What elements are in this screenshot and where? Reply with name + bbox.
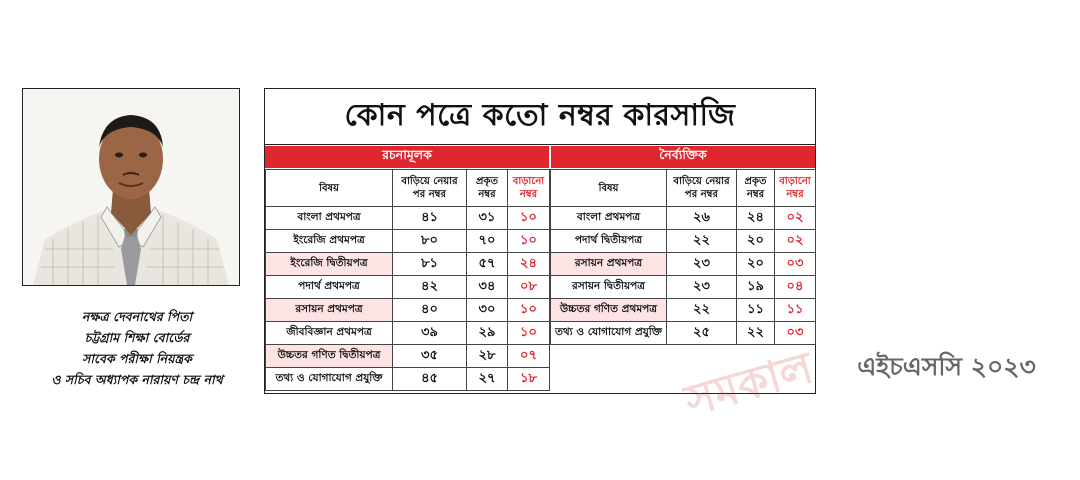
table-row: ইংরেজি প্রথমপত্র ৮০ ৭০ ১০ xyxy=(266,230,550,253)
table-row: উচ্চতর গণিত প্রথমপত্র ২২ ১১ ১১ xyxy=(551,299,816,322)
col-increase: বাড়ানো নম্বর xyxy=(775,170,816,207)
table-row: পদার্থ প্রথমপত্র ৪২ ৩৪ ০৮ xyxy=(266,276,550,299)
col-increase: বাড়ানো নম্বর xyxy=(508,170,550,207)
exam-year-label: এইচএসসি ২০২৩ xyxy=(857,351,1036,381)
portrait-photo xyxy=(22,88,240,286)
table-row: উচ্চতর গণিত দ্বিতীয়পত্র ৩৫ ২৮ ০৭ xyxy=(266,345,550,368)
col-actual: প্রকৃত নম্বর xyxy=(737,170,775,207)
table-row: তথ্য ও যোগাযোগ প্রযুক্তি ২৫ ২২ ০৩ xyxy=(551,322,816,345)
table-row: রসায়ন দ্বিতীয়পত্র ২৩ ১৯ ০৪ xyxy=(551,276,816,299)
col-after: বাড়িয়ে নেয়ার পর নম্বর xyxy=(393,170,467,207)
table-header-row xyxy=(266,170,550,207)
table-row: বাংলা প্রথমপত্র ৪১ ৩১ ১০ xyxy=(266,207,550,230)
col-after: বাড়িয়ে নেয়ার পর নম্বর xyxy=(667,170,737,207)
caption-line: সাবেক পরীক্ষা নিয়ন্ত্রক xyxy=(82,351,192,366)
caption-line: ও সচিব অধ্যাপক নারায়ণ চন্দ্র নাথ xyxy=(51,372,223,387)
caption-line: চট্টগ্রাম শিক্ষা বোর্ডের xyxy=(84,330,190,345)
col-subject: বিষয় xyxy=(551,170,667,207)
section-header-written: রচনামূলক xyxy=(265,146,549,168)
photo-caption xyxy=(22,306,252,390)
table-header-row xyxy=(551,170,816,207)
table-row: তথ্য ও যোগাযোগ প্রযুক্তি ৪৫ ২৭ ১৮ xyxy=(266,368,550,391)
caption-line: নক্ষত্র দেবনাথের পিতা xyxy=(81,309,193,324)
newspaper-watermark: সমকাল xyxy=(679,342,819,428)
person-image xyxy=(23,89,239,285)
mcq-table xyxy=(550,169,816,345)
table-row: পদার্থ দ্বিতীয়পত্র ২২ ২০ ০২ xyxy=(551,230,816,253)
table-row: বাংলা প্রথমপত্র ২৬ ২৪ ০২ xyxy=(551,207,816,230)
written-table xyxy=(265,169,550,391)
table-row: ইংরেজি দ্বিতীয়পত্র ৮১ ৫৭ ২৪ xyxy=(266,253,550,276)
table-row: জীববিজ্ঞান প্রথমপত্র ৩৯ ২৯ ১০ xyxy=(266,322,550,345)
col-actual: প্রকৃত নম্বর xyxy=(467,170,508,207)
table-row: রসায়ন প্রথমপত্র ৪০ ৩০ ১০ xyxy=(266,299,550,322)
panel-title: কোন পত্রে কতো নম্বর কারসাজি xyxy=(265,89,815,145)
marks-panel xyxy=(264,88,1036,428)
section-header-mcq: নৈর্ব্যক্তিক xyxy=(551,146,815,168)
col-subject: বিষয় xyxy=(266,170,393,207)
table-row: রসায়ন প্রথমপত্র ২৩ ২০ ০৩ xyxy=(551,253,816,276)
